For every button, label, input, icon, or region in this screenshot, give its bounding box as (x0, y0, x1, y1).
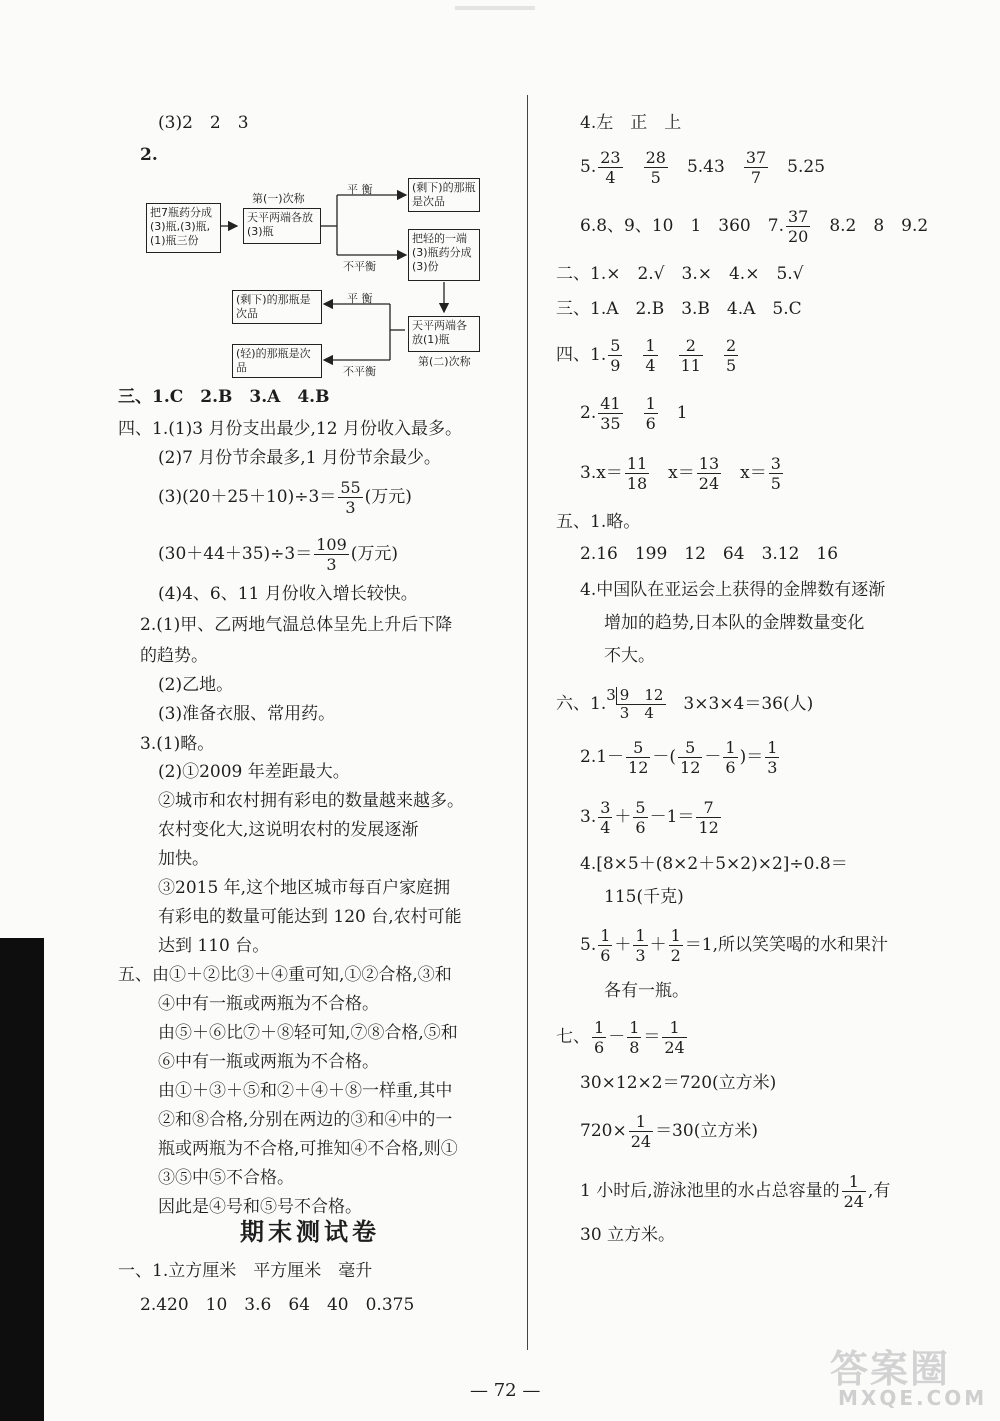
answer-line: 4.中国队在亚运会上获得的金牌数有逐渐 (580, 580, 886, 600)
answer-line: 四、1.(1)3 月份支出最少,12 月份收入最多。 (118, 419, 462, 439)
answer-line: 由①＋③＋⑤和②＋④＋⑧一样重,其中 (158, 1081, 453, 1101)
answer-line: 有彩电的数量可能达到 120 台,农村可能 (158, 907, 462, 927)
answer-line: 由⑤＋⑥比⑦＋⑧轻可知,⑦⑧合格,⑤和 (158, 1023, 458, 1043)
answer-line: 一、1.立方厘米 平方厘米 毫升 (118, 1261, 373, 1281)
answer-line: 30 立方米。 (580, 1225, 676, 1245)
answer-line: 农村变化大,这说明农村的发展逐渐 (158, 820, 419, 840)
fraction: $\frac{7}{12}$ (698, 798, 719, 837)
answer-line: 不大。 (604, 646, 655, 666)
answer-line: 4.[8×5＋(8×2＋5×2)×2]÷0.8＝ (580, 854, 848, 874)
diagram-label-unbalanced: 不平衡 (343, 260, 376, 273)
fraction: $\frac{37}{20}$ (787, 207, 809, 246)
answer-line: (2)7 月份节余最多,1 月份节余最少。 (158, 448, 441, 468)
answer-line: (2)乙地。 (158, 675, 234, 695)
answer-line: 2.420 10 3.6 64 40 0.375 (140, 1295, 415, 1315)
equation-line: 6.8、9、10 1 360 7. $\frac{37}{20}$ 8.2 8 9.2 (580, 207, 929, 246)
fraction: $\frac{1}{3}$ (767, 738, 778, 777)
fraction: $\frac{1}{24}$ (843, 1172, 864, 1211)
diagram-arrows (0, 0, 1000, 400)
fraction: $\frac{1}{6}$ (594, 1018, 605, 1057)
answer-line: 30×12×2＝720(立方米) (580, 1073, 777, 1093)
answer-line: 115(千克) (604, 887, 684, 907)
fraction: $\frac{23}{4}$ (600, 148, 621, 187)
fraction: $\frac{1}{4}$ (645, 336, 656, 375)
fraction: $\frac{41}{35}$ (600, 394, 621, 433)
answer-line: 二、1.× 2.√ 3.× 4.× 5.√ (556, 264, 804, 284)
answer-line: ⑥中有一瓶或两瓶为不合格。 (158, 1052, 379, 1072)
scan-edge-shadow (0, 938, 44, 1421)
answer-line: ③⑤中⑤不合格。 (158, 1168, 294, 1188)
answer-line: ②城市和农村拥有彩电的数量越来越多。 (158, 791, 464, 811)
fraction: $\frac{5}{12}$ (628, 738, 649, 777)
watermark-url: MXQE.COM (838, 1386, 988, 1410)
answer-line: 达到 110 台。 (158, 936, 270, 956)
fraction: $\frac{1}{6}$ (645, 394, 656, 433)
diagram-label-balanced: 平 衡 (347, 183, 373, 196)
diagram-box-start: 把7瓶药分成(3)瓶,(3)瓶,(1)瓶三份 (146, 203, 221, 253)
fraction: $\frac{3}{5}$ (770, 454, 781, 493)
answer-line: 三、1.A 2.B 3.B 4.A 5.C (556, 299, 802, 319)
diagram-box-balance2: 天平两端各放(1)瓶 (408, 316, 480, 352)
fraction: $\frac{11}{18}$ (626, 454, 648, 493)
diagram-box-light: 把轻的一端(3)瓶药分成(3)份 (408, 229, 480, 281)
equation-line: 2. $\frac{41}{35}$ $\frac{1}{6}$ 1 (580, 394, 688, 433)
watermark-text: 答案圈 (830, 1347, 951, 1391)
fraction: $\frac{28}{5}$ (645, 148, 666, 187)
fraction: $\frac{13}{24}$ (698, 454, 720, 493)
equation-line: (30＋44＋35)÷3＝ $\frac{109}{3}$ (万元) (158, 535, 399, 574)
fraction: $\frac{5}{6}$ (635, 798, 646, 837)
fraction: $\frac{37}{7}$ (745, 148, 767, 187)
equation-line: 六、1.3 $\frac{9 12}{3 4}$ 3×3×4＝36(人) (556, 686, 814, 722)
equation-line: 2.1－ $\frac{5}{12}$ －( $\frac{5}{12}$ － $\frac{1}{6}$ )＝ $\frac{1}{3}$ (580, 738, 778, 777)
answer-line: ②和⑧合格,分别在两边的③和④中的一 (158, 1110, 453, 1130)
answer-line: 三、1.C 2.B 3.A 4.B (118, 387, 330, 407)
answer-line: 加快。 (158, 849, 209, 869)
equation-line: 5. $\frac{23}{4}$ $\frac{28}{5}$ 5.43 $\frac{37}{7}$ 5.25 (580, 148, 826, 187)
answer-line: ④中有一瓶或两瓶为不合格。 (158, 994, 379, 1014)
answer-line: (2)①2009 年差距最大。 (158, 762, 350, 782)
diagram-box-light2: (轻)的那瓶是次品 (232, 344, 322, 378)
fraction: $\frac{55}{3}$ (340, 478, 361, 517)
answer-line: (3)2 2 3 (158, 113, 249, 133)
diagram-box-balance1: 天平两端各放(3)瓶 (243, 208, 321, 244)
answer-line: 因此是④号和⑤号不合格。 (158, 1197, 362, 1217)
answer-line: 4.左 正 上 (580, 113, 682, 133)
fraction: $\frac{1}{3}$ (635, 926, 646, 965)
answer-line: (3)准备衣服、常用药。 (158, 704, 336, 724)
fraction: $\frac{109}{3}$ (316, 535, 347, 574)
fraction: $\frac{1}{6}$ (725, 738, 736, 777)
answer-line: 各有一瓶。 (604, 981, 689, 1001)
answer-line: 2. (140, 145, 158, 165)
answer-line: 2.16 199 12 64 3.12 16 (580, 544, 839, 564)
fraction: $\frac{5}{9}$ (610, 336, 621, 375)
diagram-box-rest: (剩下)的那瓶是次品 (408, 178, 480, 212)
answer-line: 的趋势。 (140, 646, 208, 666)
answer-line: 五、1.略。 (556, 512, 641, 532)
exam-section-title: 期末测试卷 (240, 1218, 380, 1246)
fraction: $\frac{3}{4}$ (600, 798, 611, 837)
equation-line: 720× $\frac{1}{24}$ ＝30(立方米) (580, 1112, 758, 1151)
equation-line: (3)(20＋25＋10)÷3＝ $\frac{55}{3}$ (万元) (158, 478, 412, 517)
diagram-box-rest2: (剩下)的那瓶是次品 (232, 290, 322, 324)
diagram-label-unbalanced2: 不平衡 (343, 365, 376, 378)
answer-line: 2.(1)甲、乙两地气温总体呈先上升后下降 (140, 615, 453, 635)
answer-line: 增加的趋势,日本队的金牌数量变化 (604, 613, 865, 633)
diagram-label-second: 第(二)次称 (418, 355, 471, 368)
equation-line: 四、1. $\frac{5}{9}$ $\frac{1}{4}$ $\frac{2}{11}$ $\frac{2}{5}$ (556, 336, 737, 375)
fraction: $\frac{5}{12}$ (680, 738, 701, 777)
diagram-label-first: 第(一)次称 (252, 192, 305, 205)
diagram-label-balanced2: 平 衡 (347, 292, 373, 305)
answer-line: ③2015 年,这个地区城市每百户家庭拥 (158, 878, 451, 898)
fraction: $\frac{1}{24}$ (664, 1018, 685, 1057)
equation-line: 七、 $\frac{1}{6}$ － $\frac{1}{8}$ ＝ $\frac{1}{24}$ (556, 1018, 685, 1057)
equation-line: 5. $\frac{1}{6}$ ＋ $\frac{1}{3}$ ＋ $\frac{1}{2}$ ＝1,所以笑笑喝的水和果汁 (580, 926, 889, 965)
fraction: $\frac{1}{24}$ (630, 1112, 652, 1151)
fraction: $\frac{2}{5}$ (725, 336, 737, 375)
answer-line: 3.(1)略。 (140, 734, 215, 754)
answer-line: 瓶或两瓶为不合格,可推知④不合格,则① (158, 1139, 458, 1159)
answer-line: 五、由①＋②比③＋④重可知,①②合格,③和 (118, 965, 452, 985)
fraction: $\frac{2}{11}$ (680, 336, 701, 375)
fraction: $\frac{1}{8}$ (629, 1018, 640, 1057)
watermark-logo (830, 1338, 990, 1416)
answer-line: (4)4、6、11 月份收入增长较快。 (158, 584, 418, 604)
page-number: — 72 — (470, 1380, 541, 1401)
fraction: $\frac{1}{2}$ (670, 926, 681, 965)
equation-line: 1 小时后,游泳池里的水占总容量的 $\frac{1}{24}$ ,有 (580, 1172, 891, 1211)
equation-line: 3. $\frac{3}{4}$ ＋ $\frac{5}{6}$ －1＝ $\frac{7}{12}$ (580, 798, 719, 837)
equation-line: 3.x＝ $\frac{11}{18}$ x＝ $\frac{13}{24}$ x＝ $\frac{3}{5}$ (580, 454, 781, 493)
fraction: $\frac{1}{6}$ (600, 926, 611, 965)
